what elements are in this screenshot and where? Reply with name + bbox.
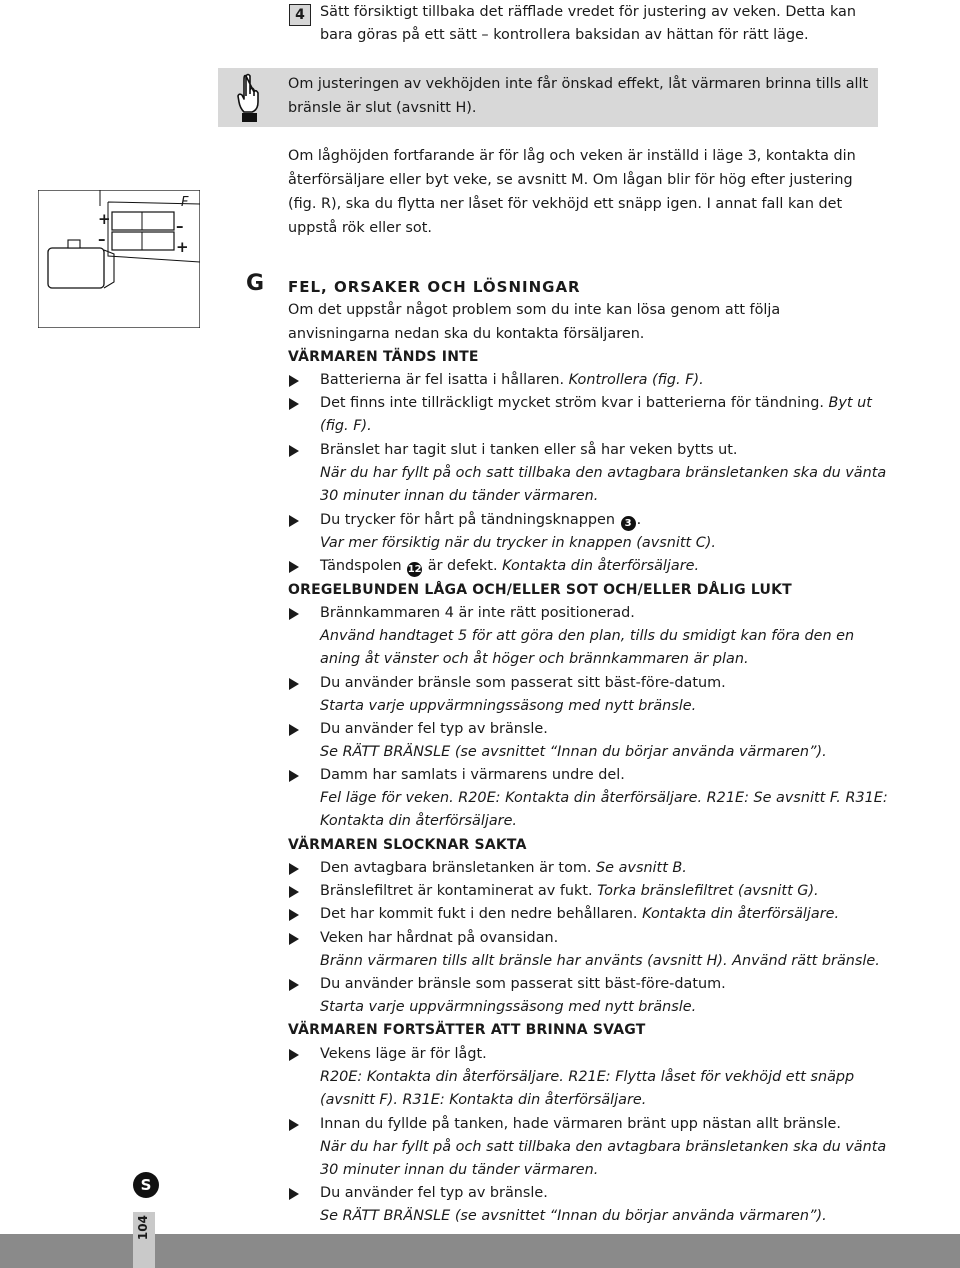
figure-plus-1: + [98,210,111,228]
group-heading-4: VÄRMAREN FORTSÄTTER ATT BRINNA SVAGT [288,1022,646,1038]
list-item: Du använder fel typ av bränsle. [320,1185,548,1201]
battery-illustration [38,190,200,328]
figure-battery-holder [38,190,200,328]
callout-number: 3 [621,516,636,531]
list-item: Innan du fyllde på tanken, hade värmaren bränt upp nästan allt bränsle. [320,1116,841,1132]
bullet-arrow-icon [289,561,299,573]
list-item-cont: Fel läge för veken. R20E: Kontakta din återförsäljare. R21E: Se avsnitt F. R31E: [320,790,888,806]
list-item: Det har kommit fukt i den nedre behållaren. Kontakta din återförsäljare. [320,906,840,922]
list-item-cont: Se RÄTT BRÄNSLE (se avsnittet “Innan du börjar använda värmaren”). [320,744,827,760]
pointing-hand-icon [234,72,264,124]
bullet-arrow-icon [289,770,299,782]
bullet-arrow-icon [289,1119,299,1131]
bullet-arrow-icon [289,515,299,527]
section-letter: G [246,271,265,296]
list-item: Du använder bränsle som passerat sitt bäst-före-datum. [320,976,726,992]
list-item-cont: Se RÄTT BRÄNSLE (se avsnittet “Innan du börjar använda värmaren”). [320,1208,827,1224]
list-item: Bränslefiltret är kontaminerat av fukt. Torka bränslefiltret (avsnitt G). [320,883,819,899]
paragraph-line-1: Om låghöjden fortfarande är för låg och veken är inställd i läge 3, kontakta din [288,148,856,164]
section-intro-line-2: anvisningarna nedan ska du kontakta försäljaren. [288,326,645,342]
bullet-arrow-icon [289,909,299,921]
figure-plus-2: + [176,238,189,256]
list-item: Batterierna är fel isatta i hållaren. Kontrollera (fig. F). [320,372,704,388]
figure-minus-1: – [98,230,106,248]
list-item: Det finns inte tillräckligt mycket ström kvar i batterierna för tändning. Byt ut [320,395,872,411]
list-item-cont: 30 minuter innan du tänder värmaren. [320,488,599,504]
bullet-arrow-icon [289,608,299,620]
list-item-cont: Använd handtaget 5 för att göra den plan, tills du smidigt kan föra den en [320,628,855,644]
list-item: Veken har hårdnat på ovansidan. [320,930,559,946]
step-number-box: 4 [289,4,311,26]
bullet-arrow-icon [289,886,299,898]
list-item: Brännkammaren 4 är inte rätt positionerad. [320,605,635,621]
note-line-1: Om justeringen av vekhöjden inte får önskad effekt, låt värmaren brinna tills allt [288,76,869,92]
list-item-cont: 30 minuter innan du tänder värmaren. [320,1162,599,1178]
bullet-arrow-icon [289,933,299,945]
list-item: Den avtagbara bränsletanken är tom. Se avsnitt B. [320,860,687,876]
section-intro-line-1: Om det uppstår något problem som du inte kan lösa genom att följa [288,302,781,318]
list-item: Bränslet har tagit slut i tanken eller så har veken bytts ut. [320,442,738,458]
list-item: Vekens läge är för lågt. [320,1046,487,1062]
paragraph-line-4: uppstå rök eller sot. [288,220,432,236]
bullet-arrow-icon [289,724,299,736]
paragraph-line-3: (fig. R), ska du flytta ner låset för vekhöjd ett snäpp igen. I annat fall kan det [288,196,843,212]
bullet-arrow-icon [289,445,299,457]
figure-minus-2: – [176,217,184,235]
step-text-line-2: bara göras på ett sätt – kontrollera baksidan av hättan för rätt läge. [320,27,809,43]
bullet-arrow-icon [289,375,299,387]
list-item-cont: (fig. F). [320,418,372,434]
section-title: FEL, ORSAKER OCH LÖSNINGAR [288,278,581,296]
bullet-arrow-icon [289,863,299,875]
list-item-cont: R20E: Kontakta din återförsäljare. R21E: Flytta låset för vekhöjd ett snäpp [320,1069,855,1085]
bullet-arrow-icon [289,1188,299,1200]
language-badge: S [133,1172,159,1198]
list-item: Tändspolen 12 är defekt. Kontakta din återförsäljare. [320,558,700,575]
figure-label: F [181,195,189,210]
bullet-arrow-icon [289,979,299,991]
list-item-cont: Kontakta din återförsäljare. [320,813,517,829]
list-item-cont: När du har fyllt på och satt tillbaka den avtagbara bränsletanken ska du vänta [320,465,887,481]
list-item: Du använder fel typ av bränsle. [320,721,548,737]
list-item-cont: aning åt vänster och åt höger och brännkammaren är plan. [320,651,749,667]
list-item-cont: Var mer försiktig när du trycker in knappen (avsnitt C). [320,535,716,551]
bullet-arrow-icon [289,398,299,410]
list-item-cont: Starta varje uppvärmningssäsong med nytt bränsle. [320,698,697,714]
group-heading-1: VÄRMAREN TÄNDS INTE [288,349,479,365]
group-heading-3: VÄRMAREN SLOCKNAR SAKTA [288,837,527,853]
page-number: 104 [136,1215,150,1241]
list-item: Damm har samlats i värmarens undre del. [320,767,625,783]
bullet-arrow-icon [289,678,299,690]
group-heading-2: OREGELBUNDEN LÅGA OCH/ELLER SOT OCH/ELLER DÅLIG LUKT [288,582,792,598]
step-text-line-1: Sätt försiktigt tillbaka det räfflade vredet för justering av veken. Detta kan [320,4,856,20]
paragraph-line-2: återförsäljare eller byt veke, se avsnitt M. Om lågan blir för hög efter justering [288,172,853,188]
callout-number: 12 [407,564,422,575]
list-item: Du trycker för hårt på tändningsknappen 3 . [320,512,642,529]
note-line-2: bränsle är slut (avsnitt H). [288,100,477,116]
list-item-cont: (avsnitt F). R31E: Kontakta din återförsäljare. [320,1092,647,1108]
list-item-cont: När du har fyllt på och satt tillbaka den avtagbara bränsletanken ska du vänta [320,1139,887,1155]
list-item: Du använder bränsle som passerat sitt bäst-före-datum. [320,675,726,691]
bullet-arrow-icon [289,1049,299,1061]
list-item-cont: Bränn värmaren tills allt bränsle har använts (avsnitt H). Använd rätt bränsle. [320,953,880,969]
list-item-cont: Starta varje uppvärmningssäsong med nytt bränsle. [320,999,697,1015]
